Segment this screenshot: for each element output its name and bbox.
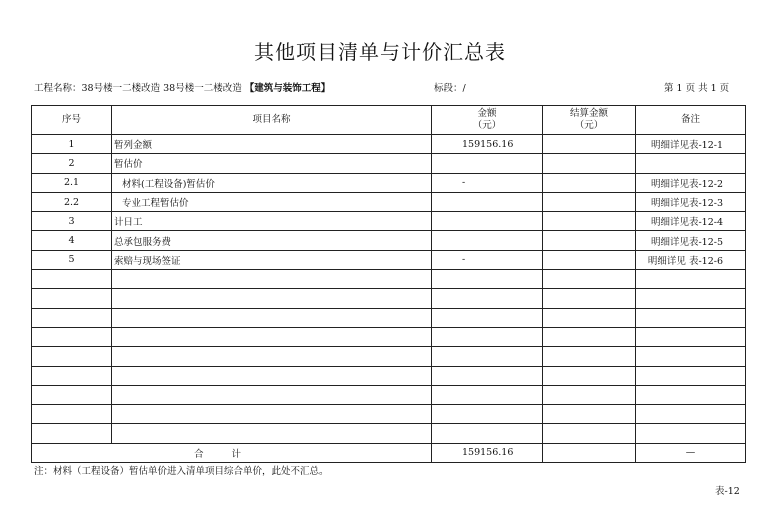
project-name: [34, 80, 330, 94]
footnote: 注：材料（工程设备）暂估单价进入清单项目综合单价，此处不汇总。: [34, 466, 329, 477]
col-header-settle-line2: （元）: [574, 120, 604, 131]
cell-name: 暂估价: [112, 154, 432, 173]
cell-settle: [543, 173, 636, 192]
cell-amount: -: [432, 250, 543, 269]
cell-amount: -: [432, 173, 543, 192]
table-row: [32, 231, 746, 250]
col-header-amount-line1: 金额: [477, 108, 497, 119]
col-header-amount-line2: （元）: [472, 120, 502, 131]
cell-remark: 明细详见表-12-1: [636, 135, 746, 154]
project-name-label: 工程名称：38号楼一二楼改造 38号楼一二楼改造: [34, 83, 245, 94]
form-code: 表-12: [715, 486, 740, 497]
col-header-settle: [543, 106, 636, 135]
summary-table: [31, 105, 746, 463]
table-row: [32, 173, 746, 192]
cell-remark: [636, 154, 746, 173]
col-header-settle-line1: 结算金额: [569, 108, 608, 119]
table-row: [32, 192, 746, 211]
col-header-no: 序号: [32, 106, 112, 135]
cell-amount: 159156.16: [432, 135, 543, 154]
cell-remark: 明细详见表-12-2: [636, 173, 746, 192]
cell-name: 材料(工程设备)暂估价: [112, 173, 432, 192]
empty-row: [32, 270, 746, 289]
cell-no: 5: [32, 250, 112, 269]
section-label: 标段：/: [434, 83, 466, 94]
cell-settle: [543, 192, 636, 211]
cell-remark: 明细详见 表-12-6: [636, 250, 746, 269]
cell-settle: [543, 231, 636, 250]
cell-remark: 明细详见表-12-3: [636, 192, 746, 211]
cell-no: 4: [32, 231, 112, 250]
cell-amount: [432, 212, 543, 231]
total-settle: [543, 443, 636, 462]
empty-row: [32, 289, 746, 308]
cell-no: 2.2: [32, 192, 112, 211]
cell-remark: 明细详见表-12-5: [636, 231, 746, 250]
cell-name: 总承包服务费: [112, 231, 432, 250]
col-header-name: 项目名称: [112, 106, 432, 135]
total-amount: 159156.16: [432, 443, 543, 462]
project-name-tag: 【建筑与装饰工程】: [244, 83, 331, 94]
cell-no: 2: [32, 154, 112, 173]
table-header-row: [32, 106, 746, 135]
cell-remark: 明细详见表-12-4: [636, 212, 746, 231]
col-header-remark: 备注: [636, 106, 746, 135]
cell-settle: [543, 154, 636, 173]
cell-settle: [543, 250, 636, 269]
page-indicator: 第 1 页 共 1 页: [664, 83, 730, 94]
table-row: [32, 250, 746, 269]
col-header-amount: [432, 106, 543, 135]
cell-no: 2.1: [32, 173, 112, 192]
cell-amount: [432, 231, 543, 250]
empty-row: [32, 308, 746, 327]
total-label: 合计: [32, 443, 432, 462]
empty-row: [32, 424, 746, 443]
cell-no: 3: [32, 212, 112, 231]
page-title: 其他项目清单与计价汇总表: [254, 40, 506, 64]
cell-name: 专业工程暂估价: [112, 192, 432, 211]
empty-row: [32, 405, 746, 424]
cell-amount: [432, 154, 543, 173]
empty-row: [32, 366, 746, 385]
total-row: [32, 443, 746, 462]
cell-no: 1: [32, 135, 112, 154]
table-row: [32, 212, 746, 231]
cell-name: 计日工: [112, 212, 432, 231]
cell-name: 索赔与现场签证: [112, 250, 432, 269]
empty-row: [32, 385, 746, 404]
empty-row: [32, 347, 746, 366]
cell-settle: [543, 212, 636, 231]
cell-amount: [432, 192, 543, 211]
empty-row: [32, 327, 746, 346]
total-remark: —: [636, 443, 746, 462]
cell-settle: [543, 135, 636, 154]
cell-name: 暂列金额: [112, 135, 432, 154]
table-row: [32, 154, 746, 173]
table-row: [32, 135, 746, 154]
